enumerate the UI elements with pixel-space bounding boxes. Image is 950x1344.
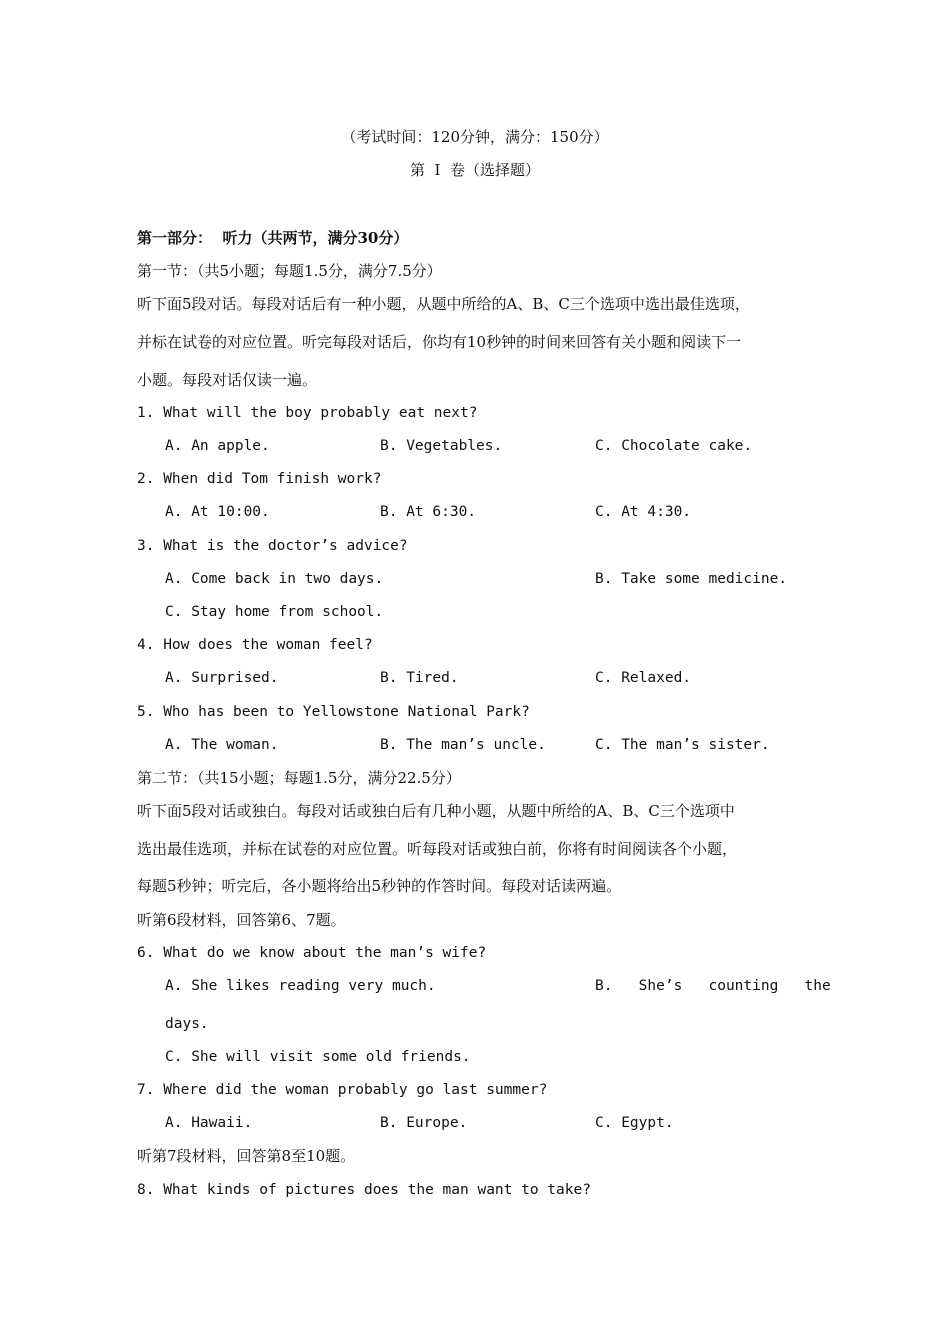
section2-instruction-3: 每题5秒钟；听完后，各小题将给出5秒钟的作答时间。每段对话读两遍。	[137, 877, 622, 895]
question-2-stem: 2. When did Tom finish work?	[137, 471, 382, 487]
question-6-option-b: B. She’s counting the	[595, 978, 831, 994]
question-3-option-c: C. Stay home from school.	[165, 604, 384, 620]
question-4-option-b: B. Tired.	[380, 670, 459, 686]
question-2-option-c: C. At 4:30.	[595, 504, 692, 520]
question-1-option-c: C. Chocolate cake.	[595, 438, 753, 454]
question-5-option-c: C. The man’s sister.	[595, 737, 770, 753]
section2-instruction-2: 选出最佳选项，并标在试卷的对应位置。听每段对话或独白前，你将有时间阅读各个小题，	[137, 840, 738, 858]
question-7-option-c: C. Egypt.	[595, 1115, 674, 1131]
question-2-option-a: A. At 10:00.	[165, 504, 270, 520]
question-6-option-b-continued: days.	[165, 1016, 209, 1032]
question-1-option-a: A. An apple.	[165, 438, 270, 454]
section1-title: 第一节：（共5小题；每题1.5分，满分7.5分）	[137, 262, 442, 280]
volume-title: 第 I 卷（选择题）	[410, 161, 540, 179]
question-5-option-b: B. The man’s uncle.	[380, 737, 546, 753]
question-4-option-a: A. Surprised.	[165, 670, 279, 686]
section1-instruction-2: 并标在试卷的对应位置。听完每段对话后，你均有10秒钟的时间来回答有关小题和阅读下一	[137, 333, 742, 351]
question-7-option-a: A. Hawaii.	[165, 1115, 253, 1131]
section1-instruction-1: 听下面5段对话。每段对话后有一种小题，从题中所给的A、B、C三个选项中选出最佳选项，	[137, 295, 750, 313]
question-3-option-b: B. Take some medicine.	[595, 571, 788, 587]
section2-title: 第二节：（共15小题；每题1.5分，满分22.5分）	[137, 769, 461, 787]
question-7-option-b: B. Europe.	[380, 1115, 468, 1131]
question-1-stem: 1. What will the boy probably eat next?	[137, 405, 478, 421]
question-2-option-b: B. At 6:30.	[380, 504, 477, 520]
question-5-option-a: A. The woman.	[165, 737, 279, 753]
question-7-stem: 7. Where did the woman probably go last summer?	[137, 1082, 548, 1098]
question-6-option-a: A. She likes reading very much.	[165, 978, 436, 994]
material-7-heading: 听第7段材料，回答第8至10题。	[137, 1147, 356, 1165]
question-3-stem: 3. What is the doctor’s advice?	[137, 538, 408, 554]
question-4-option-c: C. Relaxed.	[595, 670, 692, 686]
question-1-option-b: B. Vegetables.	[380, 438, 503, 454]
question-3-option-a: A. Come back in two days.	[165, 571, 384, 587]
question-8-stem: 8. What kinds of pictures does the man want to take?	[137, 1182, 591, 1198]
section2-instruction-1: 听下面5段对话或独白。每段对话或独白后有几种小题，从题中所给的A、B、C三个选项中	[137, 802, 735, 820]
question-4-stem: 4. How does the woman feel?	[137, 637, 373, 653]
question-6-stem: 6. What do we know about the man’s wife?	[137, 945, 487, 961]
section1-instruction-3: 小题。每段对话仅读一遍。	[137, 371, 318, 389]
exam-info: （考试时间：120分钟，满分：150分）	[341, 128, 609, 146]
material-6-heading: 听第6段材料，回答第6、7题。	[137, 911, 346, 929]
question-6-option-c: C. She will visit some old friends.	[165, 1049, 471, 1065]
question-5-stem: 5. Who has been to Yellowstone National Park?	[137, 704, 530, 720]
part1-title: 第一部分： 听力（共两节，满分30分）	[137, 229, 409, 247]
